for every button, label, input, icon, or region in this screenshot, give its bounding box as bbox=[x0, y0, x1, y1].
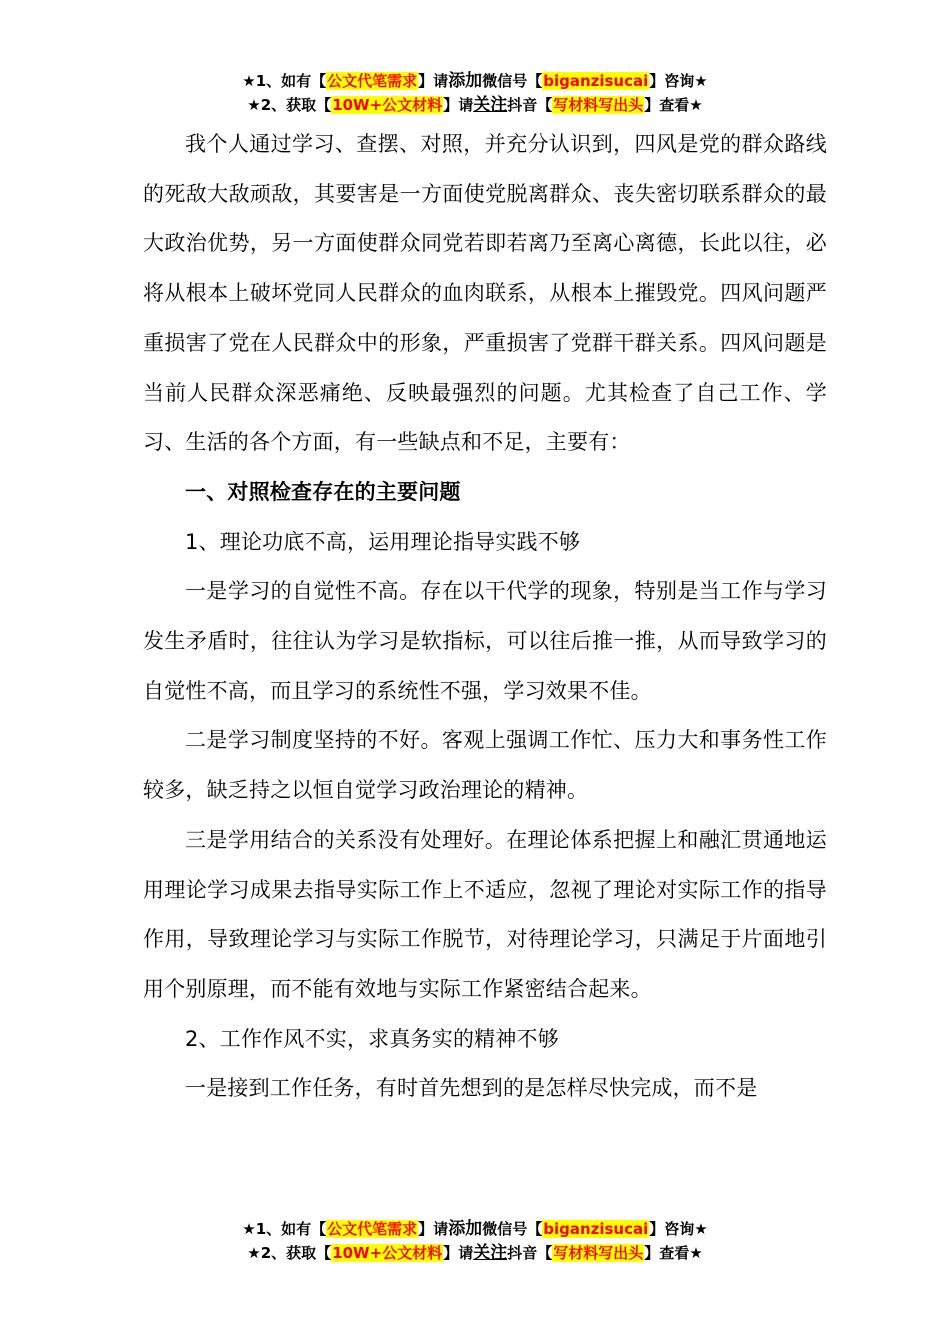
footer-banner bbox=[0, 1217, 950, 1265]
banner-text: 微信号【 bbox=[482, 1220, 543, 1238]
banner-text: 】请 bbox=[443, 96, 474, 114]
banner-emphasis: 关注 bbox=[473, 1243, 508, 1263]
banner-text: 】查看★ bbox=[644, 1244, 703, 1262]
paragraph: 我个人通过学习、查摆、对照，并充分认识到，四风是党的群众路线的死敌大敌顽敌，其要害是一方面使党脱离群众、丧失密切联系群众的最大政治优势，另一方面使群众同党若即若离乃至离心离德，长此以往，必将从根本上破坏党同人民群众的血肉联系，从根本上摧毁党。四风问题严重损害了党在人民群众中的形象，严重损害了党群干群关系。四风问题是当前人民群众深恶痛绝、反映最强烈的问题。尤其检查了自己工作、学习、生活的各个方面，有一些缺点和不足，主要有： bbox=[143, 132, 827, 455]
banner-text: 抖音【 bbox=[507, 1244, 553, 1262]
banner-line-2 bbox=[0, 93, 950, 117]
paragraph: 一是学习的自觉性不高。存在以干代学的现象，特别是当工作与学习发生矛盾时，往往认为学习是软指标，可以往后推一推，从而导致学习的自觉性不高，而且学习的系统性不强，学习效果不佳。 bbox=[143, 579, 827, 703]
banner-emphasis: 添加 bbox=[448, 71, 483, 91]
banner-highlight: 10W+公文材料 bbox=[332, 96, 443, 114]
banner-text: 】查看★ bbox=[644, 96, 703, 114]
document-body bbox=[143, 120, 827, 1114]
banner-text: 】咨询★ bbox=[649, 72, 708, 90]
banner-highlight: biganzisucai bbox=[543, 1220, 649, 1238]
banner-line-1 bbox=[0, 1217, 950, 1241]
section-heading: 一、对照检查存在的主要问题 bbox=[185, 479, 461, 504]
banner-highlight: 公文代笔需求 bbox=[327, 1220, 418, 1238]
banner-text: ★1、如有【 bbox=[242, 1220, 327, 1238]
paragraph: 一是接到工作任务，有时首先想到的是怎样尽快完成，而不是 bbox=[185, 1076, 758, 1101]
paragraph: 二是学习制度坚持的不好。客观上强调工作忙、压力大和事务性工作较多，缺乏持之以恒自觉学习政治理论的精神。 bbox=[143, 728, 827, 803]
banner-line-2 bbox=[0, 1241, 950, 1265]
banner-text: 】咨询★ bbox=[649, 1220, 708, 1238]
banner-line-1 bbox=[0, 69, 950, 93]
banner-text: 】请 bbox=[418, 1220, 449, 1238]
banner-text: ★1、如有【 bbox=[242, 72, 327, 90]
banner-highlight: 10W+公文材料 bbox=[332, 1244, 443, 1262]
banner-highlight: 公文代笔需求 bbox=[327, 72, 418, 90]
banner-text: ★2、获取【 bbox=[247, 96, 332, 114]
banner-highlight: biganzisucai bbox=[543, 72, 649, 90]
banner-text: 微信号【 bbox=[482, 72, 543, 90]
banner-highlight: 写材料写出头 bbox=[553, 96, 644, 114]
banner-text: 抖音【 bbox=[507, 96, 553, 114]
banner-text: 】请 bbox=[418, 72, 449, 90]
banner-text: ★2、获取【 bbox=[247, 1244, 332, 1262]
banner-text: 】请 bbox=[443, 1244, 474, 1262]
banner-emphasis: 关注 bbox=[473, 95, 508, 115]
subsection-heading: 1、理论功底不高，运用理论指导实践不够 bbox=[185, 529, 581, 554]
header-banner bbox=[0, 69, 950, 117]
banner-emphasis: 添加 bbox=[448, 1219, 483, 1239]
banner-highlight: 写材料写出头 bbox=[553, 1244, 644, 1262]
subsection-heading: 2、工作作风不实，求真务实的精神不够 bbox=[185, 1026, 559, 1051]
paragraph: 三是学用结合的关系没有处理好。在理论体系把握上和融汇贯通地运用理论学习成果去指导实际工作上不适应，忽视了理论对实际工作的指导作用，导致理论学习与实际工作脱节，对待理论学习，只满足于片面地引用个别原理，而不能有效地与实际工作紧密结合起来。 bbox=[143, 827, 827, 1001]
